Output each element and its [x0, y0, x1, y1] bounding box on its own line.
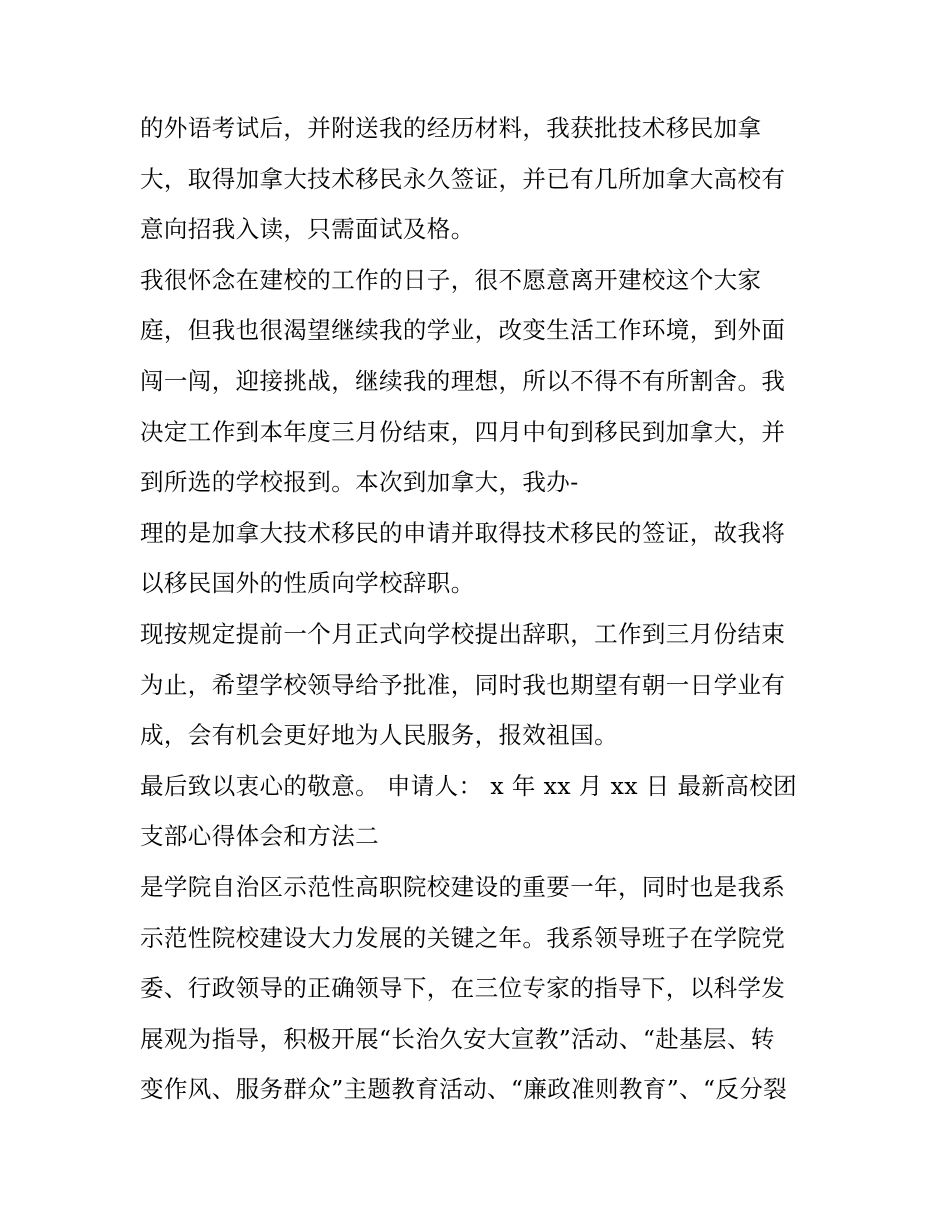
text-line: 我很怀念在建校的工作的日子，很不愿意离开建校这个大家	[140, 265, 762, 294]
text-line: 成，会有机会更好地为人民服务，报效祖国。	[140, 721, 618, 750]
text-line: 决定工作到本年度三月份结束，四月中旬到移民到加拿大，并	[140, 417, 786, 446]
text-line: 是学院自治区示范性高职院校建设的重要一年，同时也是我系	[140, 872, 786, 901]
text-line: 理的是加拿大技术移民的申请并取得技术移民的签证，故我将	[140, 518, 786, 547]
text-line: 支部心得体会和方法二	[140, 822, 379, 851]
text-line: 意向招我入读，只需面试及格。	[140, 215, 475, 244]
text-line: 展观为指导，积极开展“长治久安大宣教”活动、“赴基层、转	[140, 1024, 775, 1053]
text-line: 最后致以衷心的敬意。 申请人： x 年 xx 月 xx 日 最新高校团	[140, 771, 798, 800]
text-line: 庭，但我也很渴望继续我的学业，改变生活工作环境，到外面	[140, 316, 786, 345]
text-line: 示范性院校建设大力发展的关键之年。我系领导班子在学院党	[140, 923, 786, 952]
text-line: 闯一闯，迎接挑战，继续我的理想，所以不得不有所割舍。我	[140, 366, 786, 395]
document-body	[140, 103, 820, 1115]
text-line: 到所选的学校报到。本次到加拿大，我办-	[140, 468, 579, 497]
text-line: 为止，希望学校领导给予批准，同时我也期望有朝一日学业有	[140, 670, 786, 699]
text-line: 现按规定提前一个月正式向学校提出辞职，工作到三月份结束	[140, 619, 786, 648]
text-line: 的外语考试后，并附送我的经历材料，我获批技术移民加拿	[140, 114, 762, 142]
text-line: 委、行政领导的正确领导下，在三位专家的指导下，以科学发	[140, 974, 786, 1003]
text-line: 以移民国外的性质向学校辞职。	[140, 569, 475, 598]
text-line: 变作风、服务群众”主题教育活动、“廉政准则教育”、“反分裂	[140, 1075, 788, 1104]
text-line: 大，取得加拿大技术移民永久签证，并已有几所加拿大高校有	[140, 164, 786, 193]
